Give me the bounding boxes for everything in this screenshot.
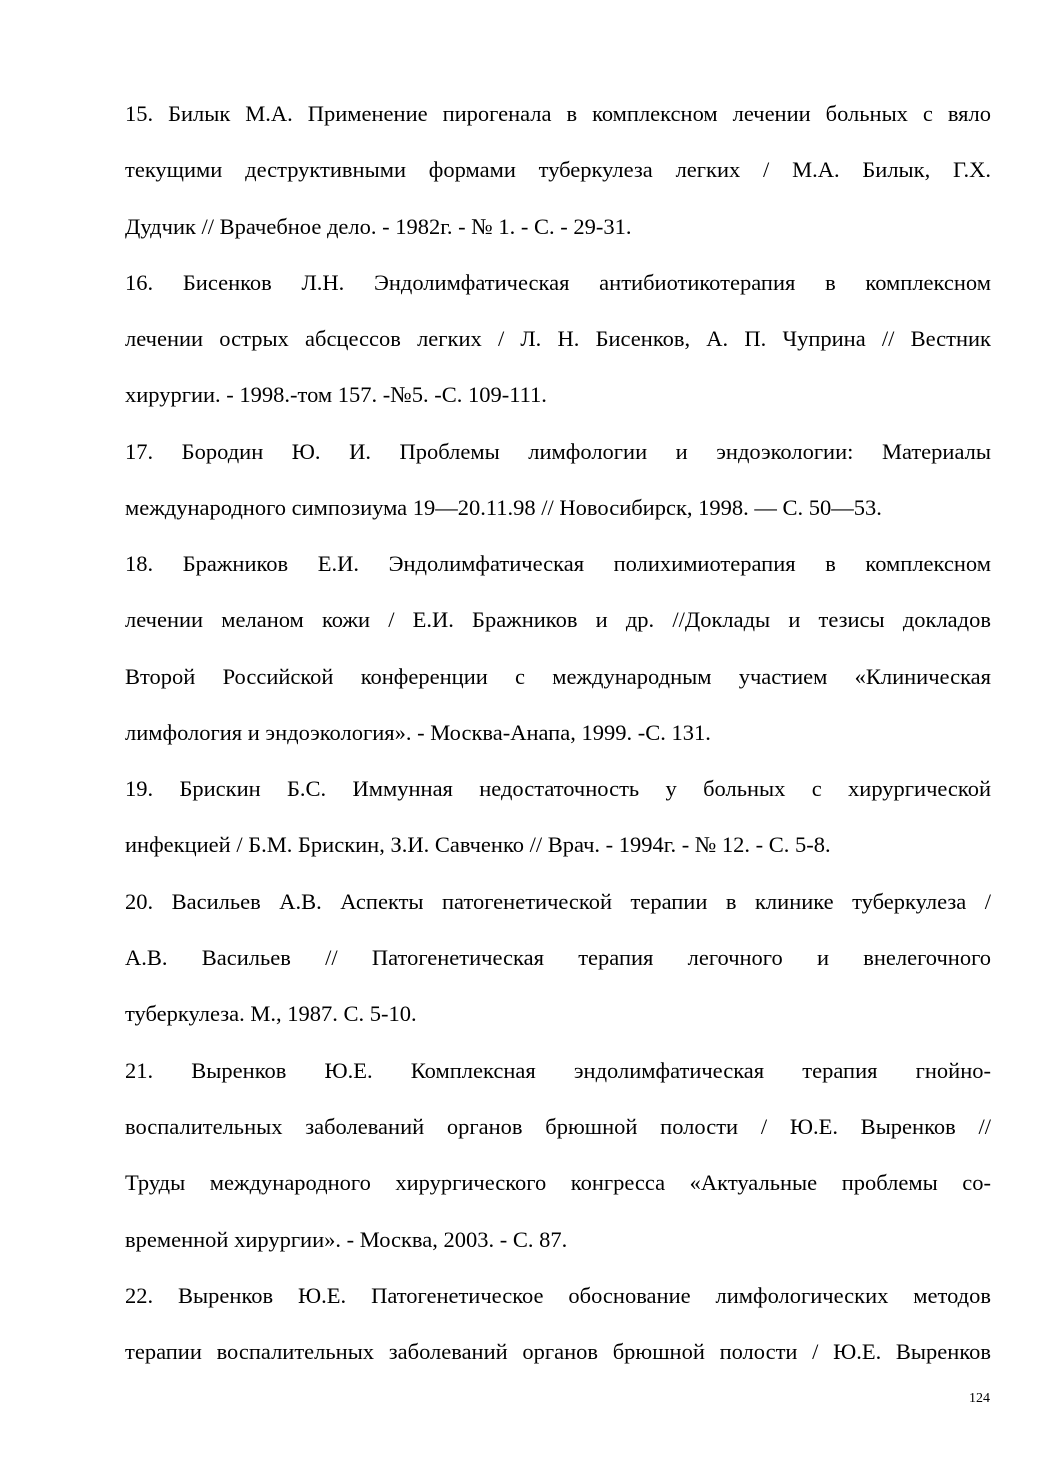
reference-line: Второй Российской конференции с международным участием «Клиническая	[125, 664, 991, 689]
reference-line: 18. Бражников Е.И. Эндолимфатическая полихимиотерапия в комплексном	[125, 551, 991, 576]
reference-line: терапии воспалительных заболеваний органов брюшной полости / Ю.Е. Выренков	[125, 1339, 991, 1364]
reference-line: 22. Выренков Ю.Е. Патогенетическое обоснование лимфологических методов	[125, 1283, 991, 1308]
reference-line: А.В. Васильев // Патогенетическая терапия легочного и внелегочного	[125, 945, 991, 970]
reference-line: международного симпозиума 19—20.11.98 // Новосибирск, 1998. — С. 50—53.	[125, 495, 882, 520]
reference-line: 20. Васильев А.В. Аспекты патогенетической терапии в клинике туберкулеза /	[125, 889, 991, 914]
reference-line: 17. Бородин Ю. И. Проблемы лимфологии и эндоэкологии: Материалы	[125, 439, 991, 464]
reference-line: лимфология и эндоэкология». - Москва-Анапа, 1999. -С. 131.	[125, 720, 711, 745]
reference-line: 15. Билык М.А. Применение пирогенала в комплексном лечении больных с вяло	[125, 101, 991, 126]
reference-line: 16. Бисенков Л.Н. Эндолимфатическая антибиотикотерапия в комплексном	[125, 270, 991, 295]
reference-line: Дудчик // Врачебное дело. - 1982г. - № 1. - С. - 29-31.	[125, 214, 632, 239]
reference-line: воспалительных заболеваний органов брюшной полости / Ю.Е. Выренков //	[125, 1114, 991, 1139]
reference-line: хирургии. - 1998.-том 157. -№5. -С. 109-111.	[125, 382, 547, 407]
reference-line: лечении меланом кожи / Е.И. Бражников и др. //Доклады и тезисы докладов	[125, 607, 991, 632]
page-number: 124	[969, 1391, 990, 1406]
reference-line: 19. Брискин Б.С. Иммунная недостаточность у больных с хирургической	[125, 776, 991, 801]
reference-line: туберкулеза. М., 1987. С. 5-10.	[125, 1001, 417, 1026]
reference-line: 21. Выренков Ю.Е. Комплексная эндолимфатическая терапия гнойно-	[125, 1058, 991, 1083]
reference-line: лечении острых абсцессов легких / Л. Н. Бисенков, А. П. Чуприна // Вестник	[125, 326, 991, 351]
reference-line: временной хирургии». - Москва, 2003. - С. 87.	[125, 1227, 568, 1252]
reference-line: инфекцией / Б.М. Брискин, З.И. Савченко // Врач. - 1994г. - № 12. - С. 5-8.	[125, 832, 831, 857]
reference-line: текущими деструктивными формами туберкулеза легких / М.А. Билык, Г.Х.	[125, 157, 991, 182]
reference-line: Труды международного хирургического конгресса «Актуальные проблемы со-	[125, 1170, 991, 1195]
